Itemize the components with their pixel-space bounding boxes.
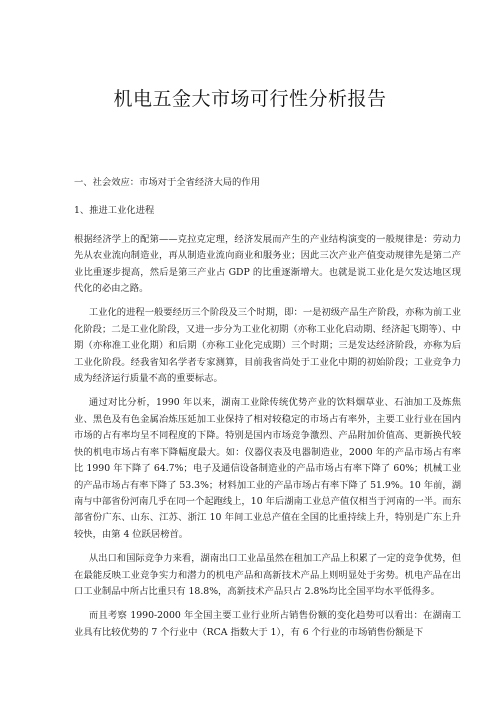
paragraph-5: 而且考察 1990-2000 年全国主要工业行业所占销售份额的变化趋势可以看出：在湖南工业具有比较优势的 7 个行业中（RCA 指数大于 1），有 6 个行业的市场销售份额是下 [74, 610, 461, 638]
document-body [74, 175, 461, 649]
paragraph-1: 根据经济学上的配第——克拉克定理，经济发展而产生的产业结构演变的一般规律是：劳动力先从农业流向制造业，再从制造业流向商业和服务业；因此三次产业产值变动规律先是第二产业比重逐步提高，然后是第三产业占 GDP 的比重逐渐增大。也就是说工业化是欠发达地区现代化的必由之路。 [74, 233, 461, 295]
subsection-heading: 1、推进工业化进程 [74, 205, 155, 217]
section-heading: 一、社会效应：市场对于全省经济大局的作用 [74, 177, 260, 188]
paragraph-2: 工业化的进程一般要经历三个阶段及三个时期，即：一是初级产品生产阶段，亦称为前工业化阶段；二是工业化阶段，又进一步分为工业化初期（亦称工业化启动期、经济起飞期等）、中期（亦称准工业化期）和后期（亦称工业化完成期）三个时期；三是发达经济阶段，亦称为后工业化阶段。经我省知名学者专家测算，目前我省尚处于工业化中期的初始阶段；工业竞争力成为经济运行质量不高的重要标志。 [74, 307, 461, 385]
document-title: 机电五金大市场可行性分析报告 [113, 88, 387, 110]
paragraph-4: 从出口和国际竞争力来看，湖南出口工业品虽然在租加工产品上积累了一定的竞争优势，但在最能反映工业竞争实力和潜力的机电产品和高新技术产品上则明显处于劣势。机电产品在出口工业制品中所占比重只有 18.8%，高新技术产品只占 2.8%均比全国平均水平低得多。 [74, 553, 461, 597]
paragraph-3: 通过对比分析，1990 年以来，湖南工业除传统优势产业的饮料烟草业、石油加工及炼焦业、黑色及有色金属冶炼压延加工业保持了相对较稳定的市场占有率外，主要工业行业在国内市场的占有率均呈不同程度的下降。特别是国内市场竞争激烈、产品附加价值高、更新换代较快的机电市场占有率下降幅度最大。如：仪器仪表及电器制造业，2000 年的产品市场占有率比 1990 年下降了 64.7%；电子及通信设备制造业的产品市场占有率下降了 60%；机械工业的产品市场占有率下降了 53.3%；材料加工业的产品市场占有率下降了 51.9%。10 年前，湖南与中部省份河南几乎在同一个起跑线上，10 年后湖南工业总产值仅相当于河南的一半。而东部省份广东、山东、江苏、浙江 10 年间工业总产值在全国的比重持续上升，特别是广东上升较快，由第 4 位跃居榜首。 [74, 397, 461, 540]
